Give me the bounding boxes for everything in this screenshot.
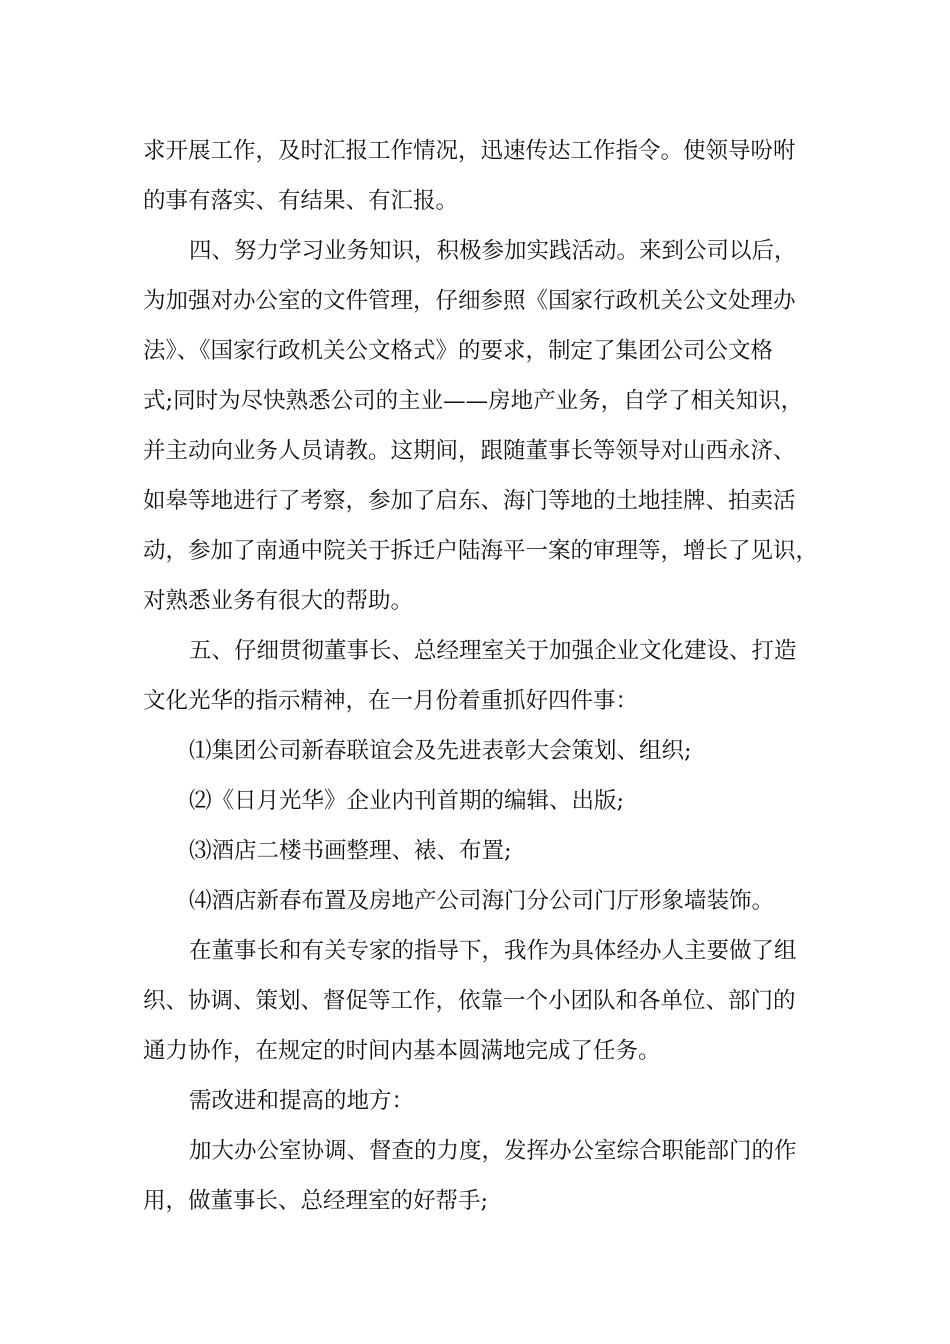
list-item: ⑶酒店二楼书画整理、裱、布置; [189, 838, 512, 864]
text-line: 的事有落实、有结果、有汇报。 [143, 188, 459, 214]
list-item: ⑴集团公司新春联谊会及先进表彰大会策划、组织; [189, 738, 692, 764]
paragraph-four-heading: 四、努力学习业务知识，积极参加实践活动。来到公司以后， [189, 238, 797, 264]
improvement-heading: 需改进和提高的地方： [189, 1088, 415, 1114]
text-line: 织、协调、策划、督促等工作，依靠一个小团队和各单位、部门的 [143, 988, 796, 1014]
text-line: 加大办公室协调、督查的力度，发挥办公室综合职能部门的作 [189, 1138, 797, 1164]
list-item: ⑷酒店新春布置及房地产公司海门分公司门厅形象墙装饰。 [189, 888, 775, 914]
text-line: 对熟悉业务有很大的帮助。 [143, 588, 414, 614]
text-line: 并主动向业务人员请教。这期间，跟随董事长等领导对山西永济、 [143, 438, 796, 464]
text-line: 式;同时为尽快熟悉公司的主业——房地产业务，自学了相关知识， [143, 388, 804, 414]
list-item: ⑵《日月光华》企业内刊首期的编辑、出版; [189, 788, 625, 814]
text-line: 为加强对办公室的文件管理，仔细参照《国家行政机关公文处理办 [143, 288, 796, 314]
text-line: 法》、《国家行政机关公文格式》的要求，制定了集团公司公文格 [143, 338, 774, 364]
text-line: 求开展工作，及时汇报工作情况，迅速传达工作指令。使领导吩咐 [143, 138, 796, 164]
text-line: 用，做董事长、总经理室的好帮手; [143, 1188, 489, 1214]
text-line: 通力协作，在规定的时间内基本圆满地完成了任务。 [143, 1038, 661, 1064]
paragraph-five-heading: 五、仔细贯彻董事长、总经理室关于加强企业文化建设、打造 [189, 638, 797, 664]
text-line: 文化光华的指示精神，在一月份着重抓好四件事： [143, 688, 639, 714]
text-line: 在董事长和有关专家的指导下，我作为具体经办人主要做了组 [189, 938, 797, 964]
text-line: 如皋等地进行了考察，参加了启东、海门等地的土地挂牌、拍卖活 [143, 488, 796, 514]
text-line: 动，参加了南通中院关于拆迁户陆海平一案的审理等，增长了见识， [143, 538, 819, 564]
